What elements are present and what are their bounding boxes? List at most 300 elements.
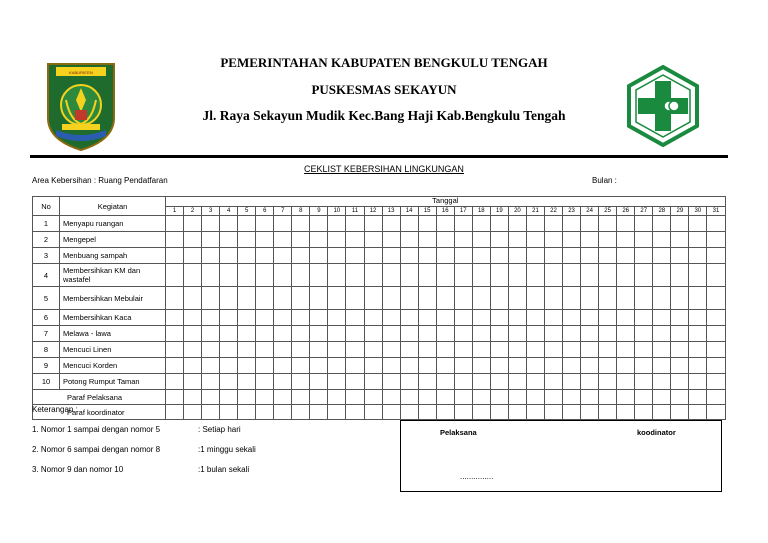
check-cell[interactable] — [707, 287, 725, 310]
check-cell[interactable] — [599, 232, 617, 248]
check-cell[interactable] — [202, 342, 220, 358]
check-cell[interactable] — [653, 374, 671, 390]
check-cell[interactable] — [707, 310, 725, 326]
check-cell[interactable] — [382, 310, 400, 326]
check-cell[interactable] — [472, 358, 490, 374]
check-cell[interactable] — [526, 358, 544, 374]
check-cell[interactable] — [617, 216, 635, 232]
check-cell[interactable] — [328, 264, 346, 287]
check-cell[interactable] — [707, 232, 725, 248]
check-cell[interactable] — [166, 342, 184, 358]
check-cell[interactable] — [292, 264, 310, 287]
paraf-cell[interactable] — [202, 405, 220, 420]
check-cell[interactable] — [689, 232, 707, 248]
check-cell[interactable] — [508, 326, 526, 342]
check-cell[interactable] — [544, 287, 562, 310]
check-cell[interactable] — [400, 310, 418, 326]
check-cell[interactable] — [400, 374, 418, 390]
check-cell[interactable] — [418, 374, 436, 390]
paraf-cell[interactable] — [635, 405, 653, 420]
check-cell[interactable] — [526, 374, 544, 390]
check-cell[interactable] — [274, 216, 292, 232]
check-cell[interactable] — [166, 326, 184, 342]
check-cell[interactable] — [328, 232, 346, 248]
paraf-cell[interactable] — [184, 405, 202, 420]
check-cell[interactable] — [238, 342, 256, 358]
check-cell[interactable] — [184, 310, 202, 326]
check-cell[interactable] — [346, 358, 364, 374]
check-cell[interactable] — [563, 358, 581, 374]
paraf-cell[interactable] — [328, 390, 346, 405]
check-cell[interactable] — [508, 374, 526, 390]
check-cell[interactable] — [400, 216, 418, 232]
check-cell[interactable] — [166, 358, 184, 374]
check-cell[interactable] — [256, 358, 274, 374]
paraf-cell[interactable] — [707, 390, 725, 405]
check-cell[interactable] — [671, 232, 689, 248]
check-cell[interactable] — [418, 326, 436, 342]
check-cell[interactable] — [563, 232, 581, 248]
check-cell[interactable] — [328, 374, 346, 390]
check-cell[interactable] — [292, 232, 310, 248]
check-cell[interactable] — [166, 264, 184, 287]
check-cell[interactable] — [508, 248, 526, 264]
check-cell[interactable] — [346, 342, 364, 358]
check-cell[interactable] — [418, 248, 436, 264]
paraf-cell[interactable] — [400, 405, 418, 420]
check-cell[interactable] — [635, 358, 653, 374]
check-cell[interactable] — [581, 374, 599, 390]
check-cell[interactable] — [544, 264, 562, 287]
check-cell[interactable] — [364, 326, 382, 342]
check-cell[interactable] — [328, 326, 346, 342]
check-cell[interactable] — [418, 310, 436, 326]
check-cell[interactable] — [526, 232, 544, 248]
check-cell[interactable] — [689, 326, 707, 342]
check-cell[interactable] — [454, 216, 472, 232]
check-cell[interactable] — [184, 264, 202, 287]
check-cell[interactable] — [563, 287, 581, 310]
check-cell[interactable] — [382, 248, 400, 264]
check-cell[interactable] — [653, 248, 671, 264]
paraf-cell[interactable] — [707, 405, 725, 420]
check-cell[interactable] — [310, 232, 328, 248]
paraf-cell[interactable] — [292, 390, 310, 405]
check-cell[interactable] — [418, 342, 436, 358]
check-cell[interactable] — [526, 216, 544, 232]
paraf-cell[interactable] — [364, 405, 382, 420]
check-cell[interactable] — [490, 287, 508, 310]
check-cell[interactable] — [202, 310, 220, 326]
check-cell[interactable] — [599, 358, 617, 374]
paraf-cell[interactable] — [382, 405, 400, 420]
check-cell[interactable] — [617, 264, 635, 287]
check-cell[interactable] — [274, 374, 292, 390]
check-cell[interactable] — [707, 326, 725, 342]
paraf-cell[interactable] — [418, 390, 436, 405]
check-cell[interactable] — [328, 358, 346, 374]
check-cell[interactable] — [689, 216, 707, 232]
check-cell[interactable] — [563, 374, 581, 390]
check-cell[interactable] — [274, 326, 292, 342]
paraf-cell[interactable] — [346, 405, 364, 420]
check-cell[interactable] — [472, 342, 490, 358]
check-cell[interactable] — [274, 248, 292, 264]
check-cell[interactable] — [490, 248, 508, 264]
check-cell[interactable] — [292, 310, 310, 326]
check-cell[interactable] — [635, 248, 653, 264]
check-cell[interactable] — [454, 264, 472, 287]
check-cell[interactable] — [617, 358, 635, 374]
check-cell[interactable] — [256, 342, 274, 358]
check-cell[interactable] — [274, 232, 292, 248]
paraf-cell[interactable] — [617, 390, 635, 405]
check-cell[interactable] — [707, 264, 725, 287]
paraf-cell[interactable] — [653, 405, 671, 420]
check-cell[interactable] — [238, 358, 256, 374]
check-cell[interactable] — [581, 248, 599, 264]
check-cell[interactable] — [202, 232, 220, 248]
check-cell[interactable] — [599, 248, 617, 264]
check-cell[interactable] — [310, 287, 328, 310]
check-cell[interactable] — [436, 374, 454, 390]
check-cell[interactable] — [202, 248, 220, 264]
check-cell[interactable] — [310, 358, 328, 374]
check-cell[interactable] — [346, 287, 364, 310]
check-cell[interactable] — [274, 287, 292, 310]
check-cell[interactable] — [599, 287, 617, 310]
check-cell[interactable] — [689, 310, 707, 326]
check-cell[interactable] — [635, 287, 653, 310]
check-cell[interactable] — [544, 326, 562, 342]
check-cell[interactable] — [689, 374, 707, 390]
check-cell[interactable] — [220, 326, 238, 342]
check-cell[interactable] — [382, 374, 400, 390]
check-cell[interactable] — [400, 342, 418, 358]
check-cell[interactable] — [184, 232, 202, 248]
paraf-cell[interactable] — [490, 405, 508, 420]
check-cell[interactable] — [382, 326, 400, 342]
check-cell[interactable] — [220, 248, 238, 264]
check-cell[interactable] — [472, 310, 490, 326]
paraf-cell[interactable] — [364, 390, 382, 405]
paraf-cell[interactable] — [454, 390, 472, 405]
paraf-cell[interactable] — [436, 405, 454, 420]
check-cell[interactable] — [400, 232, 418, 248]
paraf-cell[interactable] — [274, 405, 292, 420]
check-cell[interactable] — [617, 232, 635, 248]
check-cell[interactable] — [599, 326, 617, 342]
paraf-cell[interactable] — [274, 390, 292, 405]
paraf-cell[interactable] — [581, 405, 599, 420]
check-cell[interactable] — [166, 310, 184, 326]
check-cell[interactable] — [490, 358, 508, 374]
check-cell[interactable] — [454, 248, 472, 264]
check-cell[interactable] — [382, 358, 400, 374]
check-cell[interactable] — [472, 232, 490, 248]
check-cell[interactable] — [220, 216, 238, 232]
check-cell[interactable] — [274, 342, 292, 358]
paraf-cell[interactable] — [202, 390, 220, 405]
check-cell[interactable] — [292, 342, 310, 358]
check-cell[interactable] — [436, 216, 454, 232]
check-cell[interactable] — [328, 287, 346, 310]
check-cell[interactable] — [184, 248, 202, 264]
check-cell[interactable] — [238, 216, 256, 232]
check-cell[interactable] — [184, 287, 202, 310]
check-cell[interactable] — [635, 326, 653, 342]
paraf-cell[interactable] — [526, 405, 544, 420]
check-cell[interactable] — [544, 358, 562, 374]
paraf-cell[interactable] — [292, 405, 310, 420]
check-cell[interactable] — [292, 287, 310, 310]
check-cell[interactable] — [707, 216, 725, 232]
check-cell[interactable] — [418, 287, 436, 310]
check-cell[interactable] — [238, 326, 256, 342]
check-cell[interactable] — [635, 264, 653, 287]
check-cell[interactable] — [202, 264, 220, 287]
paraf-cell[interactable] — [382, 390, 400, 405]
check-cell[interactable] — [581, 358, 599, 374]
check-cell[interactable] — [328, 310, 346, 326]
paraf-cell[interactable] — [238, 390, 256, 405]
check-cell[interactable] — [671, 248, 689, 264]
check-cell[interactable] — [707, 342, 725, 358]
check-cell[interactable] — [689, 358, 707, 374]
check-cell[interactable] — [508, 232, 526, 248]
check-cell[interactable] — [472, 287, 490, 310]
check-cell[interactable] — [400, 264, 418, 287]
check-cell[interactable] — [310, 326, 328, 342]
paraf-cell[interactable] — [563, 390, 581, 405]
check-cell[interactable] — [364, 248, 382, 264]
check-cell[interactable] — [689, 342, 707, 358]
check-cell[interactable] — [274, 310, 292, 326]
check-cell[interactable] — [238, 232, 256, 248]
check-cell[interactable] — [184, 326, 202, 342]
check-cell[interactable] — [400, 248, 418, 264]
check-cell[interactable] — [364, 374, 382, 390]
paraf-cell[interactable] — [689, 390, 707, 405]
check-cell[interactable] — [166, 216, 184, 232]
check-cell[interactable] — [689, 264, 707, 287]
check-cell[interactable] — [526, 264, 544, 287]
check-cell[interactable] — [671, 374, 689, 390]
paraf-cell[interactable] — [238, 405, 256, 420]
check-cell[interactable] — [256, 374, 274, 390]
check-cell[interactable] — [436, 248, 454, 264]
check-cell[interactable] — [184, 358, 202, 374]
paraf-cell[interactable] — [166, 390, 184, 405]
check-cell[interactable] — [689, 287, 707, 310]
check-cell[interactable] — [472, 248, 490, 264]
check-cell[interactable] — [490, 342, 508, 358]
paraf-cell[interactable] — [220, 405, 238, 420]
check-cell[interactable] — [635, 216, 653, 232]
check-cell[interactable] — [490, 326, 508, 342]
check-cell[interactable] — [653, 216, 671, 232]
check-cell[interactable] — [418, 358, 436, 374]
check-cell[interactable] — [454, 358, 472, 374]
check-cell[interactable] — [364, 216, 382, 232]
check-cell[interactable] — [310, 374, 328, 390]
check-cell[interactable] — [581, 232, 599, 248]
check-cell[interactable] — [220, 358, 238, 374]
check-cell[interactable] — [581, 326, 599, 342]
paraf-cell[interactable] — [220, 390, 238, 405]
check-cell[interactable] — [653, 358, 671, 374]
paraf-cell[interactable] — [581, 390, 599, 405]
check-cell[interactable] — [202, 287, 220, 310]
check-cell[interactable] — [472, 216, 490, 232]
paraf-cell[interactable] — [653, 390, 671, 405]
check-cell[interactable] — [328, 342, 346, 358]
check-cell[interactable] — [238, 264, 256, 287]
paraf-cell[interactable] — [310, 390, 328, 405]
check-cell[interactable] — [436, 326, 454, 342]
check-cell[interactable] — [436, 310, 454, 326]
check-cell[interactable] — [653, 310, 671, 326]
check-cell[interactable] — [184, 216, 202, 232]
check-cell[interactable] — [346, 232, 364, 248]
paraf-cell[interactable] — [328, 405, 346, 420]
paraf-cell[interactable] — [671, 405, 689, 420]
check-cell[interactable] — [310, 248, 328, 264]
check-cell[interactable] — [382, 216, 400, 232]
paraf-cell[interactable] — [490, 390, 508, 405]
check-cell[interactable] — [364, 264, 382, 287]
check-cell[interactable] — [220, 287, 238, 310]
check-cell[interactable] — [599, 310, 617, 326]
check-cell[interactable] — [256, 264, 274, 287]
check-cell[interactable] — [346, 248, 364, 264]
check-cell[interactable] — [418, 264, 436, 287]
check-cell[interactable] — [292, 326, 310, 342]
check-cell[interactable] — [671, 264, 689, 287]
check-cell[interactable] — [292, 358, 310, 374]
paraf-cell[interactable] — [310, 405, 328, 420]
check-cell[interactable] — [635, 342, 653, 358]
check-cell[interactable] — [671, 310, 689, 326]
check-cell[interactable] — [707, 248, 725, 264]
check-cell[interactable] — [382, 342, 400, 358]
check-cell[interactable] — [544, 248, 562, 264]
check-cell[interactable] — [563, 248, 581, 264]
check-cell[interactable] — [454, 342, 472, 358]
check-cell[interactable] — [220, 374, 238, 390]
paraf-cell[interactable] — [689, 405, 707, 420]
check-cell[interactable] — [166, 232, 184, 248]
paraf-cell[interactable] — [599, 405, 617, 420]
check-cell[interactable] — [508, 310, 526, 326]
check-cell[interactable] — [310, 216, 328, 232]
check-cell[interactable] — [581, 216, 599, 232]
check-cell[interactable] — [508, 216, 526, 232]
paraf-cell[interactable] — [635, 390, 653, 405]
check-cell[interactable] — [544, 216, 562, 232]
check-cell[interactable] — [526, 248, 544, 264]
check-cell[interactable] — [238, 248, 256, 264]
check-cell[interactable] — [671, 287, 689, 310]
check-cell[interactable] — [617, 342, 635, 358]
paraf-cell[interactable] — [454, 405, 472, 420]
check-cell[interactable] — [544, 374, 562, 390]
check-cell[interactable] — [382, 264, 400, 287]
check-cell[interactable] — [653, 326, 671, 342]
check-cell[interactable] — [454, 232, 472, 248]
check-cell[interactable] — [635, 374, 653, 390]
check-cell[interactable] — [184, 342, 202, 358]
check-cell[interactable] — [364, 287, 382, 310]
check-cell[interactable] — [599, 264, 617, 287]
check-cell[interactable] — [256, 326, 274, 342]
check-cell[interactable] — [526, 326, 544, 342]
check-cell[interactable] — [653, 287, 671, 310]
paraf-cell[interactable] — [184, 390, 202, 405]
check-cell[interactable] — [454, 310, 472, 326]
check-cell[interactable] — [220, 264, 238, 287]
check-cell[interactable] — [202, 216, 220, 232]
check-cell[interactable] — [382, 232, 400, 248]
check-cell[interactable] — [346, 310, 364, 326]
check-cell[interactable] — [617, 248, 635, 264]
paraf-cell[interactable] — [166, 405, 184, 420]
check-cell[interactable] — [346, 216, 364, 232]
paraf-cell[interactable] — [563, 405, 581, 420]
check-cell[interactable] — [310, 342, 328, 358]
check-cell[interactable] — [238, 374, 256, 390]
check-cell[interactable] — [202, 358, 220, 374]
check-cell[interactable] — [436, 264, 454, 287]
check-cell[interactable] — [472, 264, 490, 287]
check-cell[interactable] — [581, 342, 599, 358]
check-cell[interactable] — [220, 232, 238, 248]
check-cell[interactable] — [563, 216, 581, 232]
check-cell[interactable] — [238, 310, 256, 326]
check-cell[interactable] — [184, 374, 202, 390]
paraf-cell[interactable] — [472, 405, 490, 420]
check-cell[interactable] — [490, 310, 508, 326]
check-cell[interactable] — [436, 232, 454, 248]
check-cell[interactable] — [274, 264, 292, 287]
check-cell[interactable] — [346, 326, 364, 342]
check-cell[interactable] — [490, 216, 508, 232]
check-cell[interactable] — [544, 310, 562, 326]
check-cell[interactable] — [436, 287, 454, 310]
check-cell[interactable] — [508, 287, 526, 310]
check-cell[interactable] — [346, 374, 364, 390]
check-cell[interactable] — [310, 310, 328, 326]
check-cell[interactable] — [617, 326, 635, 342]
paraf-cell[interactable] — [256, 390, 274, 405]
paraf-cell[interactable] — [508, 390, 526, 405]
check-cell[interactable] — [526, 310, 544, 326]
check-cell[interactable] — [653, 232, 671, 248]
check-cell[interactable] — [599, 342, 617, 358]
check-cell[interactable] — [454, 326, 472, 342]
check-cell[interactable] — [526, 342, 544, 358]
check-cell[interactable] — [508, 342, 526, 358]
check-cell[interactable] — [220, 310, 238, 326]
check-cell[interactable] — [563, 342, 581, 358]
check-cell[interactable] — [166, 248, 184, 264]
check-cell[interactable] — [508, 358, 526, 374]
check-cell[interactable] — [256, 310, 274, 326]
check-cell[interactable] — [400, 358, 418, 374]
check-cell[interactable] — [617, 374, 635, 390]
paraf-cell[interactable] — [671, 390, 689, 405]
check-cell[interactable] — [364, 310, 382, 326]
